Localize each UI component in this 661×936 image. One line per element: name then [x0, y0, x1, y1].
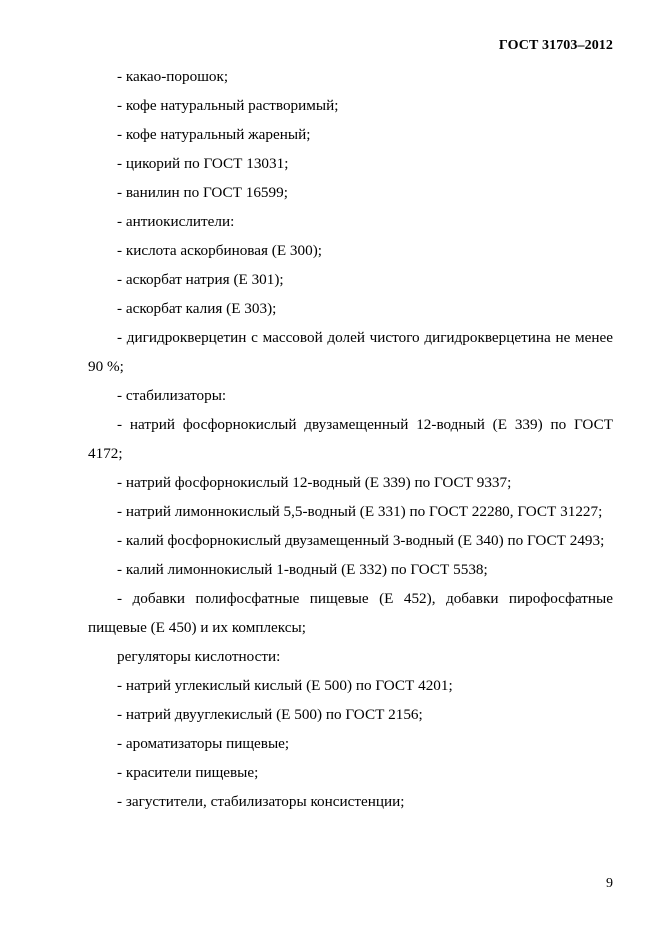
list-item: - аскорбат натрия (Е 301); — [117, 271, 284, 288]
list-item: - антиокислители: — [117, 213, 235, 230]
list-item: - калий лимоннокислый 1-водный (Е 332) по ГОСТ 5538; — [117, 561, 488, 578]
list-item: - какао-порошок; — [117, 68, 229, 85]
list-item: - калий фосфорнокислый двузамещенный 3-водный (Е 340) по ГОСТ 2493; — [117, 532, 605, 549]
list-item: - аскорбат калия (Е 303); — [117, 300, 277, 317]
list-item: - цикорий по ГОСТ 13031; — [117, 155, 289, 172]
document-header: ГОСТ 31703–2012 — [498, 38, 613, 53]
list-item: - ароматизаторы пищевые; — [117, 735, 290, 752]
list-item: - натрий фосфорнокислый 12-водный (Е 339) по ГОСТ 9337; — [117, 474, 512, 491]
list-item: - натрий углекислый кислый (Е 500) по ГОСТ 4201; — [117, 677, 453, 694]
list-item: регуляторы кислотности: — [117, 648, 281, 665]
list-item: - натрий двууглекислый (Е 500) по ГОСТ 2156; — [117, 706, 423, 723]
list-item: - натрий лимоннокислый 5,5-водный (Е 331) по ГОСТ 22280, ГОСТ 31227; — [117, 503, 603, 520]
list-item: - ванилин по ГОСТ 16599; — [117, 184, 288, 201]
page-number: 9 — [606, 876, 613, 891]
list-item: - добавки полифосфатные пищевые (Е 452), добавки пирофосфатные пищевые (Е 450) и их комплексы; — [88, 590, 613, 636]
list-item: - дигидрокверцетин с массовой долей чистого дигидрокверцетина не менее 90 %; — [88, 329, 613, 375]
list-item: - кислота аскорбиновая (Е 300); — [117, 242, 322, 259]
list-item: - кофе натуральный растворимый; — [117, 97, 339, 114]
list-item: - красители пищевые; — [117, 764, 259, 781]
list-item: - загустители, стабилизаторы консистенции; — [117, 793, 405, 810]
list-item: - кофе натуральный жареный; — [117, 126, 311, 143]
list-item: - стабилизаторы: — [117, 387, 227, 404]
list-item: - натрий фосфорнокислый двузамещенный 12-водный (Е 339) по ГОСТ 4172; — [88, 416, 613, 462]
document-body — [88, 62, 613, 816]
